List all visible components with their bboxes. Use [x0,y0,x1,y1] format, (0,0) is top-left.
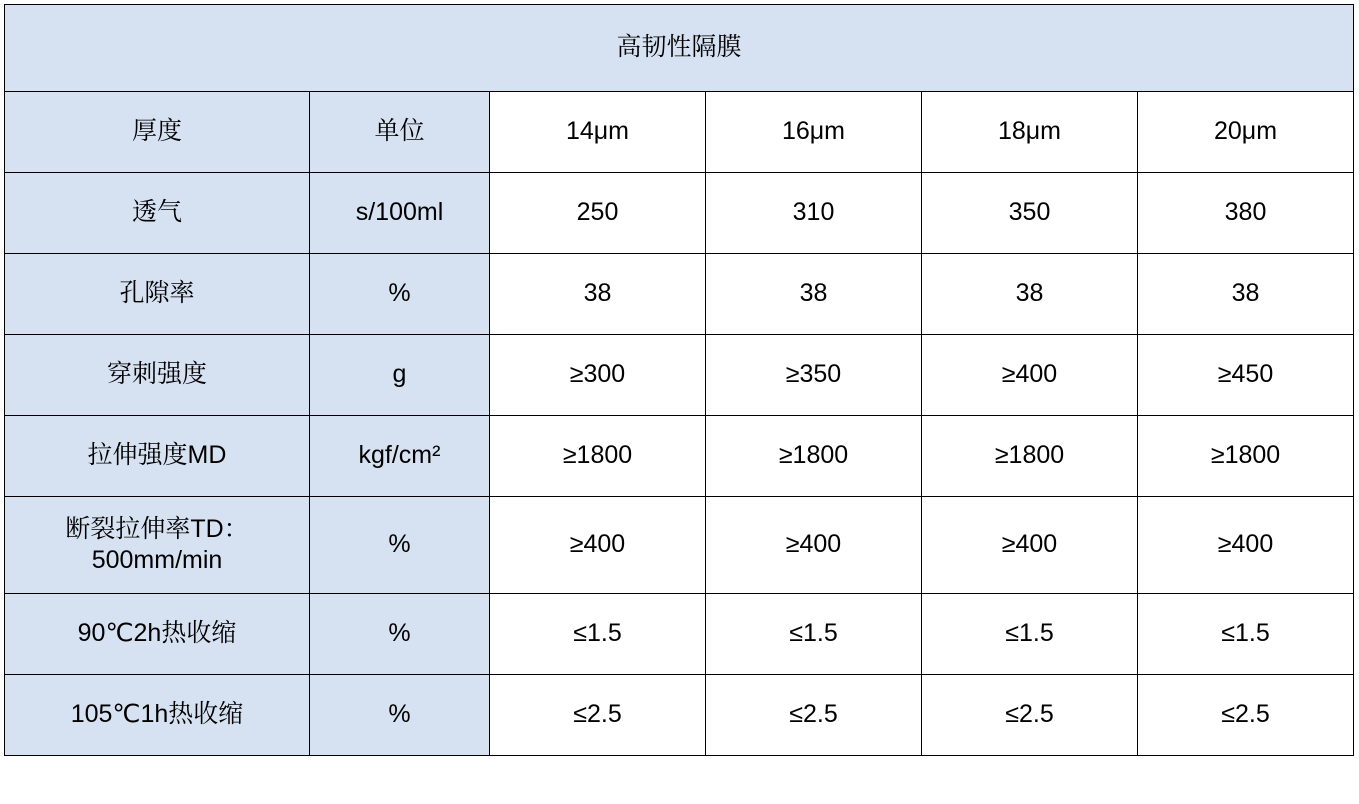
row-value: ≤2.5 [1138,675,1354,756]
row-value: ≤2.5 [706,675,922,756]
table-row [5,335,1354,416]
row-unit-label: kgf/cm² [310,416,490,497]
row-property-label: 90℃2h热收缩 [5,594,310,675]
row-unit-label: % [310,675,490,756]
row-value: ≥400 [1138,497,1354,594]
row-value: ≥450 [1138,335,1354,416]
row-property-label: 穿刺强度 [5,335,310,416]
row-value: 350 [922,173,1138,254]
row-value: 38 [706,254,922,335]
table-title-row [5,5,1354,92]
row-value: ≥400 [922,497,1138,594]
table-row [5,173,1354,254]
row-value: ≥400 [490,497,706,594]
row-unit-label: % [310,497,490,594]
table-row [5,497,1354,594]
row-value: 250 [490,173,706,254]
row-value: 38 [490,254,706,335]
row-value: ≤2.5 [922,675,1138,756]
specification-table [4,4,1354,756]
row-value: ≥350 [706,335,922,416]
row-value: ≥300 [490,335,706,416]
row-property-label: 拉伸强度MD [5,416,310,497]
header-unit-label: 单位 [310,92,490,173]
header-thickness-18: 18μm [922,92,1138,173]
table-row [5,416,1354,497]
row-value: ≤1.5 [706,594,922,675]
row-value: 310 [706,173,922,254]
row-value: 38 [1138,254,1354,335]
header-thickness-14: 14μm [490,92,706,173]
row-unit-label: % [310,254,490,335]
row-property-label: 孔隙率 [5,254,310,335]
row-value: 380 [1138,173,1354,254]
table-header-row [5,92,1354,173]
row-value: ≥1800 [490,416,706,497]
row-unit-label: s/100ml [310,173,490,254]
row-value: ≥400 [706,497,922,594]
row-value: ≥1800 [1138,416,1354,497]
row-value: ≤1.5 [490,594,706,675]
row-value: ≤2.5 [490,675,706,756]
table-row [5,594,1354,675]
row-value: ≥400 [922,335,1138,416]
row-value: ≥1800 [706,416,922,497]
table-row [5,675,1354,756]
row-value: ≤1.5 [1138,594,1354,675]
row-value: ≥1800 [922,416,1138,497]
row-unit-label: g [310,335,490,416]
row-value: ≤1.5 [922,594,1138,675]
table-row [5,254,1354,335]
header-thickness-20: 20μm [1138,92,1354,173]
row-value: 38 [922,254,1138,335]
row-property-label: 105℃1h热收缩 [5,675,310,756]
header-property-label: 厚度 [5,92,310,173]
header-thickness-16: 16μm [706,92,922,173]
table-title: 高韧性隔膜 [5,5,1354,92]
row-property-label: 透气 [5,173,310,254]
row-unit-label: % [310,594,490,675]
row-property-label: 断裂拉伸率TD：500mm/min [5,497,310,594]
